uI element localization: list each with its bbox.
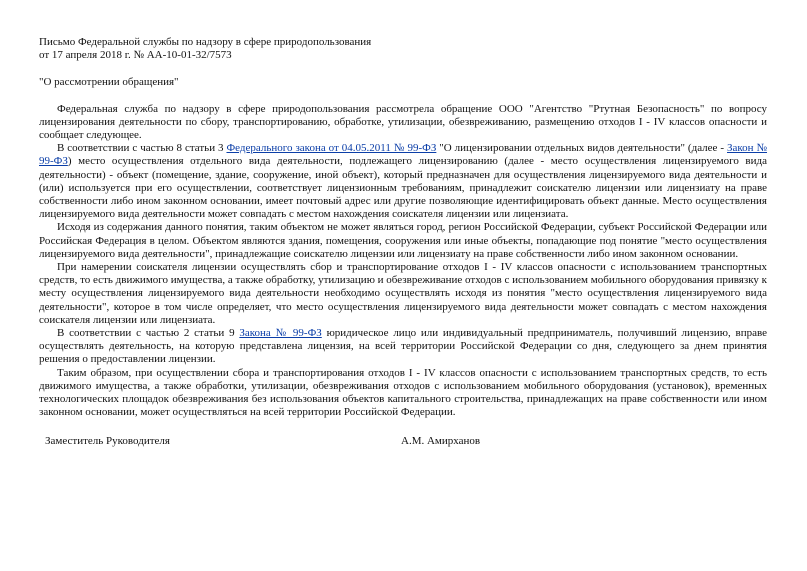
paragraph-5-text-b: юридическое лицо или индивидуальный предприниматель, получивший лицензию, вправе осуществлять деятельность, на которую представлена лицензия, на всей территории Российской Федерации со дня, следующего за днем принятия решения о предоставлении лицензии. xyxy=(39,327,767,366)
letter-title-line-2: от 17 апреля 2018 г. № АА-10-01-32/7573 xyxy=(39,49,232,62)
signature-block xyxy=(45,435,767,449)
signatory-name: А.М. Амирханов xyxy=(401,435,481,448)
paragraph-2-text-c: ) место осуществления отдельного вида деятельности, подлежащего лицензированию (далее - место осуществления лицензируемого вида деятельности) - объект (помещение, здание, сооружение, иной объект), который предназначен для осуществления лицензируемого вида деятельности и (или) используется при его осуществлении, соответствует лицензионным требованиям, принадлежит соискателю лицензии или лицензиату на праве собственности либо ином законном основании, имеет почтовый адрес или другие позволяющие идентифицировать объект данные. Место осуществления лицензируемого вида деятельности может совпадать с местом нахождения соискателя лицензии или лицензиата. xyxy=(39,155,767,221)
paragraph-3: Исходя из содержания данного понятия, таким объектом не может являться город, регион Российской Федерации, субъект Российской Федерации или Российская Федерация в целом. Объектом являются здания, помещения, сооружения или иные объекты, попадающие под понятие "место осуществления лицензируемого вида деятельности", принадлежащие соискателю лицензии или лицензиату на праве собственности либо ином законном основании. xyxy=(39,221,767,260)
federal-law-link[interactable]: Федерального закона от 04.05.2011 № 99-ФЗ xyxy=(226,142,437,155)
paragraph-2 xyxy=(39,142,767,221)
signatory-role: Заместитель Руководителя xyxy=(45,435,170,448)
paragraph-5 xyxy=(39,327,767,367)
letter-subject: "О рассмотрении обращения" xyxy=(39,76,179,89)
paragraph-1: Федеральная служба по надзору в сфере природопользования рассмотрела обращение ООО "Агентство "Ртутная Безопасность" по вопросу лицензирования деятельности по сбору, транспортированию, обработке, утилизации, обезвреживанию, размещению отходов I - IV классов опасности и сообщает следующее. xyxy=(39,102,767,142)
letter-title-line-1: Письмо Федеральной службы по надзору в сфере природопользования xyxy=(39,36,372,48)
letter-body xyxy=(39,36,767,449)
paragraph-2-text-b: "О лицензировании отдельных видов деятельности" (далее - xyxy=(436,142,727,155)
paragraph-2-text-a: В соответствии с частью 8 статьи 3 xyxy=(57,142,227,155)
paragraph-6: Таким образом, при осуществлении сбора и транспортирования отходов I - IV классов опасности с использованием транспортных средств, то есть движимого имущества, а также обработки, утилизации, обезвреживания отходов с использованием мобильного оборудования (установок), временных технологических площадок обезвреживания без использования объектов капитального строительства, принадлежащих на праве собственности или ином законном основании, может осуществляться на всей территории Российской Федерации. xyxy=(39,366,767,419)
law-99-fz-link-2[interactable]: Закона № 99-ФЗ xyxy=(239,327,322,340)
paragraph-5-text-a: В соответствии с частью 2 статьи 9 xyxy=(57,327,240,340)
law-99-fz-link[interactable]: Закон № 99-ФЗ xyxy=(39,142,768,168)
paragraph-4: При намерении соискателя лицензии осуществлять сбор и транспортирование отходов I - IV классов опасности с использованием транспортных средств, то есть движимого имущества, а также обработку, утилизацию и обезвреживание отходов с использованием мобильного оборудования привязку к месту осуществления лицензируемого вида деятельности необходимо осуществлять исходя из понятия "место осуществления лицензируемого вида деятельности", которое в том числе определяет, что место осуществления лицензируемого вида деятельности может совпадать с местом нахождения соискателя лицензии или лицензиата. xyxy=(39,261,767,326)
